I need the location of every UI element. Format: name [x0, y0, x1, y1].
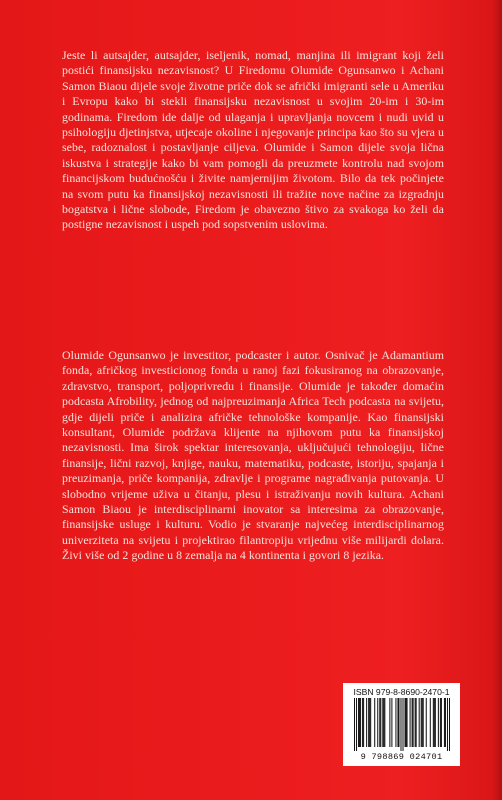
barcode-bar	[413, 698, 414, 747]
barcode-bar	[440, 698, 441, 747]
barcode-bars	[354, 698, 450, 751]
barcode-bar	[434, 698, 435, 747]
barcode-bar	[406, 698, 407, 747]
barcode-bar	[415, 698, 416, 747]
barcode-bar	[438, 698, 439, 747]
barcode-bar	[370, 698, 371, 747]
book-description: Jeste li autsajder, autsajder, iseljenik, nomad, manjina ili imigrant koji želi postići finansijsku nezavisnost? U Firedomu Olumide Ogunsanwo i Achani Samon Biaou dijele svoje životne priče dok se afrički imigranti sele u Ameriku i Evropu kako bi stekli finansijsku nezavisnost u svojim 20-im i 30-im godinama. Firedom ide dalje od ulaganja i upravljanja novcem i nudi uvid u psihologiju djetinjstva, utjecaje okoline i njegovanje principa kao što su vjera u sebe, radoznalost i postavljanje ciljeva. Olumide i Samon dijele svoja lična iskustva i strategije kako bi vam pomogli da preuzmete kontrolu nad svojom financijskom budućnošću i živite namjernijim životom. Bilo da tek počinjete na svom putu ka finansijskoj nezavisnosti ili tražite nove načine za izgradnju bogatstva i lične slobode, Firedom je obavezno štivo za svakoga ko želi da postigne nezavisnost i uspeh pod sopstvenim uslovima.	[62, 48, 444, 232]
barcode-bar	[395, 698, 396, 747]
barcode-bar	[405, 698, 406, 747]
barcode-bar	[360, 698, 361, 747]
barcode-bar	[445, 698, 446, 747]
barcode-bar	[444, 698, 445, 747]
barcode-bar	[363, 698, 364, 747]
barcode-bar	[382, 698, 383, 747]
isbn-barcode	[343, 683, 460, 766]
barcode-bar	[412, 698, 413, 747]
barcode-bar	[377, 698, 378, 747]
barcode-bar	[356, 698, 357, 751]
barcode-bar	[423, 698, 424, 747]
barcode-bar	[422, 698, 423, 747]
barcode-bar	[384, 698, 385, 747]
barcode-bar	[379, 698, 380, 747]
barcode-bar	[359, 698, 360, 747]
barcode-bar	[368, 698, 369, 747]
barcode-bar	[398, 698, 399, 747]
spine-shadow	[492, 0, 502, 800]
barcode-bar	[366, 698, 367, 747]
barcode-bar	[380, 698, 381, 747]
barcode-bar	[410, 698, 411, 747]
barcode-bar	[403, 698, 404, 751]
barcode-bar	[441, 698, 442, 747]
barcode-bar	[419, 698, 420, 747]
barcode-bar	[362, 698, 363, 747]
barcode-bar	[354, 698, 355, 751]
barcode-bar	[416, 698, 417, 747]
author-bio: Olumide Ogunsanwo je investitor, podcaster i autor. Osnivač je Adamantium fonda, afričkog investicionog fonda u ranoj fazi fokusiranog na obrazovanje, zdravstvo, transport, poljoprivredu i finansije. Olumide je također domaćin podcasta Afrobility, jednog od najpreuzimanja Africa Tech podcasta na svijetu, gdje dijeli priče i analizira afričke tehnološke kompanije. Kao finansijski konsultant, Olumide podržava klijente na njihovom putu ka finansijskoj nezavisnosti. Ima širok spektar interesovanja, uključujući tehnologiju, lične finansije, lični razvoj, knjige, nauku, matematiku, podcaste, istoriju, spajanja i preuzimanja, priče kompanija, zdravlje i programe nagrađivanja putovanja. U slobodno vrijeme uživa u čitanju, plesu i istraživanju novih kultura. Achani Samon Biaou je interdisciplinarni inovator sa interesima za obrazovanje, finansijske usluge i kulturu. Vodio je stvaranje najvećeg interdisciplinarnog univerziteta na svijetu i projektirao filantropiju vrijednu više milijardi dolara. Živi više od 2 godine u 8 zemalja na 4 kontinenta i govori 8 jezika.	[62, 348, 444, 563]
barcode-bar	[449, 698, 450, 751]
barcode-bar	[374, 698, 375, 747]
barcode-bar	[435, 698, 436, 747]
barcode-bar	[389, 698, 390, 747]
barcode-bar	[400, 698, 401, 751]
barcode-bar	[397, 698, 398, 747]
barcode-bar	[358, 698, 359, 747]
barcode-bar	[447, 698, 448, 751]
barcode-bar	[426, 698, 427, 747]
barcode-bar	[430, 698, 431, 747]
barcode-bar	[391, 698, 392, 747]
barcode-bar	[369, 698, 370, 747]
barcode-bar	[433, 698, 434, 747]
barcode-bar	[421, 698, 422, 747]
barcode-digits: 9 798869 024701	[360, 752, 443, 762]
barcode-bar	[383, 698, 384, 747]
isbn-label: ISBN 979-8-8690-2470-1	[353, 687, 450, 697]
barcode-bar	[407, 698, 408, 747]
